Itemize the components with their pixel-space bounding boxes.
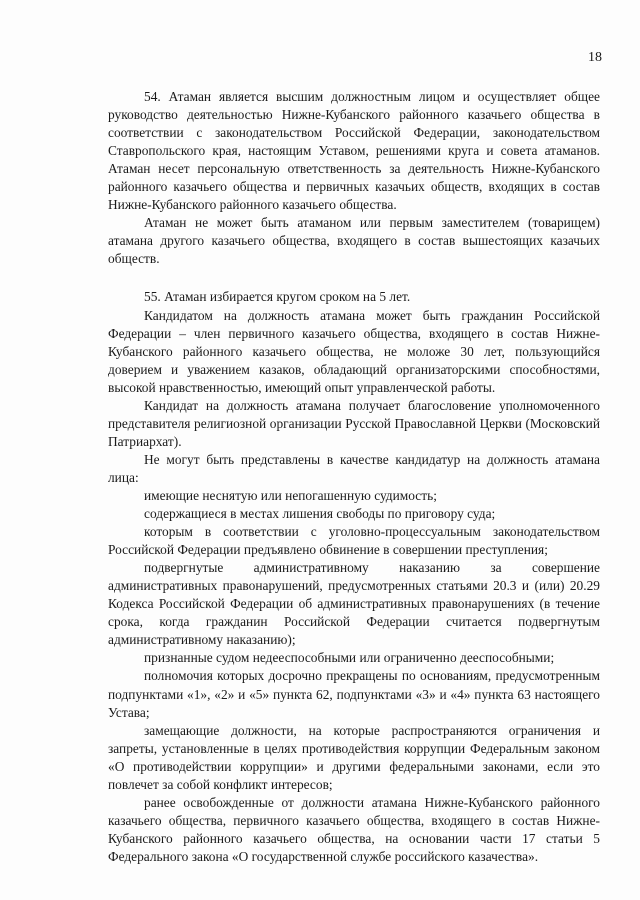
paragraph-candidate-blessing: Кандидат на должность атамана получает благословение уполномоченного представителя религиозной организации Русской Православной Церкви (Московский Патриархат). [108,397,600,449]
list-item-administrative-penalty: подвергнутые административному наказанию за совершение административных правонарушений, предусмотренных статьями 20.3 и (или) 20.29 Кодекса Российской Федерации об административных правонарушениях (в течение срока, когда гражданин Российской Федерации считается подвергнутым административному наказанию); [108,560,600,648]
paragraph-55: 55. Атаман избирается кругом сроком на 5 лет. [144,289,411,305]
list-item-previously-dismissed: ранее освобожденные от должности атамана Нижне-Кубанского районного казачьего общества, первичного казачьего общества, входящего в состав Нижне-Кубанского районного казачьего общества, на основании части 17 статьи 5 Федерального закона «О государственной службе российского казачества». [108,794,600,864]
list-item-incapacitated: признанные судом недееспособными или ограниченно дееспособными; [144,650,555,666]
paragraph-ineligible-intro: Не могут быть представлены в качестве кандидатур на должность атамана лица: [108,451,600,485]
list-item-terminated-powers: полномочия которых досрочно прекращены по основаниям, предусмотренным подпунктами «1», «2» и «5» пункта 62, подпунктами «3» и «4» пункта 63 настоящего Устава; [108,668,600,720]
paragraph-54: 54. Атаман является высшим должностным лицом и осуществляет общее руководство деятельностью Нижне-Кубанского районного казачьего общества в соответствии с законодательством Российской Федерации, законодательством Ставропольского края, настоящим Уставом, решениями круга и совета атаманов. Атаман несет персональную ответственность за деятельность Нижне-Кубанского районного казачьего общества и первичных казачьих обществ, входящих в состав Нижне-Кубанского районного казачьего общества. [108,89,600,213]
page-number: 18 [588,50,602,65]
list-item-imprisoned: содержащиеся в местах лишения свободы по приговору суда; [144,506,496,522]
list-item-restricted-positions: замещающие должности, на которые распространяются ограничения и запреты, установленные в целях противодействия коррупции Федеральным законом «О противодействии коррупции» и другими федеральными законами, если это повлечет за собой конфликт интересов; [108,722,600,792]
document-body [108,88,600,866]
list-item-criminal-record: имеющие неснятую или непогашенную судимость; [144,487,437,503]
paragraph-candidate-requirements: Кандидатом на должность атамана может быть гражданин Российской Федерации – член первичного казачьего общества, входящего в состав Нижне-Кубанского районного казачьего общества, не моложе 30 лет, пользующийся доверием и уважением казаков, обладающий организаторскими способностями, высокой нравственностью, имеющий опыт управленческой работы. [108,307,600,395]
list-item-accused: которым в соответствии с уголовно-процессуальным законодательством Российской Федерации предъявлено обвинение в совершении преступления; [108,524,600,558]
paragraph-54-restriction: Атаман не может быть атаманом или первым заместителем (товарищем) атамана другого казачьего общества, входящего в состав вышестоящих казачьих обществ. [108,215,600,267]
